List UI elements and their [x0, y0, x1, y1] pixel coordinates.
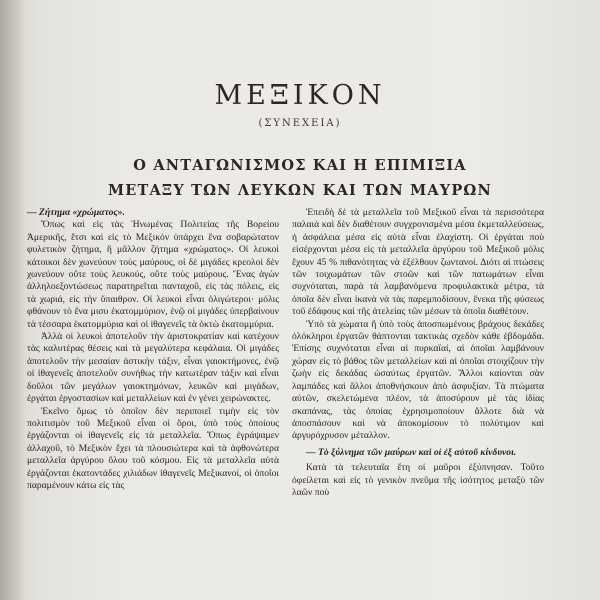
- left-paragraph-2: Ἀλλὰ οἱ λευκοὶ ἀποτελοῦν τὴν ἀριστοκρατίαν καὶ κατέχουν τὰς καλυτέρας θέσεις καὶ τὰ μεγαλύτερα κεφάλαια. Οἱ μιγάδες ἀποτελοῦν τὴν μεσαίαν ἀστικὴν τάξιν, εἶναι γαιοκτήμονες, ἐνῷ οἱ ἰθαγενεῖς ἀποτελοῦν συνήθως τὴν κατωτέραν τάξιν καὶ εἶναι δοῦλοι τῶν μεγάλων γαιοκτημόνων, λευκῶν καὶ μιγάδων, ἐργάται ἐργοστασίων καὶ μεταλλείων καὶ ἐν γένει χειρώνακτες.: [27, 331, 279, 405]
- right-column: [292, 207, 544, 499]
- section-heading-line-2: ΜΕΤΑΞΥ ΤΩΝ ΛΕΥΚΩΝ ΚΑΙ ΤΩΝ ΜΑΥΡΩΝ: [107, 182, 492, 199]
- page-title: ΜΕΞΙΚΟΝ: [214, 80, 386, 111]
- section-heading: [0, 153, 600, 203]
- left-column-lead: — Ζήτημα «χρώματος».: [27, 207, 125, 218]
- left-paragraph-3: Ἐκεῖνο ὅμως τὸ ὁποῖον δὲν περιποιεῖ τιμὴν εἰς τὸν πολιτισμὸν τοῦ Μεξικοῦ εἶναι οἱ ὅροι, ὑπὸ τοὺς ὁποίους ἐργάζονται οἱ ἰθαγενεῖς εἰς τὰ μεταλλεῖα. Ὅπως ἐγράψαμεν ἀλλαχοῦ, τὸ Μεξικὸν ἔχει τὰ πλουσιώτερα καὶ τὰ ἀφθονώτερα μεταλλεῖα ἀργύρου ὅλου τοῦ κόσμου. Εἰς τὰ μεταλλεῖα αὐτὰ ἐργάζονται ἑκατοντάδες χιλιάδων ἰθαγενεῖς Μεξικανοί, οἱ ὁποῖοι παραμένουν κάτω εἰς τὰς: [27, 405, 279, 491]
- page-subtitle: (ΣΥΝΕΧΕΙΑ): [258, 118, 342, 129]
- section-heading-line-1: Ο ΑΝΤΑΓΩΝΙΣΜΟΣ ΚΑΙ Η ΕΠΙΜΙΞΙΑ: [133, 157, 467, 174]
- left-paragraph-1: Ὅπως καὶ εἰς τὰς Ἡνωμένας Πολιτείας τῆς Βορείου Ἀμερικῆς, ἔτσι καὶ εἰς τὸ Μεξικὸν ὑπάρχει ἕνα σοβαρώτατον φυλετικὸν ζήτημα, ἢ μᾶλλον ζήτημα «χρώματος». Οἱ λευκοὶ κάτοικοι δὲν χωνεύουν τοὺς μαύρους, οἱ δὲ μιγάδες κρεολοὶ δὲν χωνεύουν οὔτε τοὺς λευκούς, οὔτε τοὺς μαύρους. Ἕνας ἀγὼν ἀλληλοεξοντώσεως παρατηρεῖται πανταχοῦ, εἰς τὰς πόλεις, εἰς τὰ χωριά, εἰς τὴν ὕπαιθρον. Οἱ λευκοὶ εἶναι ὀλιγώτεροι· μόλις φθάνουν τὸ ἕνα μισυ ἑκατομμύριον, ἐνῷ οἱ μιγάδες ὑπερβαίνουν τὰ τέσσαρα ἑκατομμύρια καὶ οἱ ἰθαγενεῖς τὰ ὀκτὼ ἑκατομμύρια.: [27, 219, 279, 330]
- right-paragraph-2: Ὑπὸ τὰ χώματα ἢ ὑπὸ τοὺς ἀποσπωμένους βράχους δεκάδες ὁλόκληροι ἐργατῶν θάπτονται τακτικὰς σχεδὸν κάθε ἑβδομάδα. Ἐπίσης συχνόταται εἶναι αἱ πυρκαϊαί, αἱ ὁποῖαι λαμβάνουν χώραν εἰς τὸ βάθος τῶν μεταλλείων καὶ αἱ ὁποῖαι στοιχίζουν τὴν ζωὴν εἰς δεκάδας ὡσαύτως ἐργατῶν. Ἄλλοι καίονται σὰν λαμπάδες καὶ ἄλλοι ἀποθνήσκουν ἀπὸ ἀσφυξίαν. Τὰ πτώματα αὐτῶν, σκελετώμενα πλέον, τὰ ἀποσύρουν μὲ τὰς ἰδίας σκαπάνας, τὰς ὁποίας ἐχρησιμοποίουν ἄλλοτε διὰ νὰ ἀποσπάσουν καὶ νὰ ἀποκομίσουν τὸ πολύτιμον καὶ ἀργυρόχρυσον μέταλλον.: [292, 318, 544, 442]
- right-paragraph-1: Ἐπειδὴ δὲ τὰ μεταλλεῖα τοῦ Μεξικοῦ εἶναι τὰ περισσότερα παλαιὰ καὶ δὲν διαθέτουν συγχρονισμένα μέσα ἐκμεταλλεύσεως, ἡ ἀσφάλεια μέσα εἰς αὐτὰ εἶναι ἐλαχίστη. Οἱ ἐργάται ποὺ εἰσέρχονται μέσα εἰς τὰ μεταλλεῖα ἀργύρου τοῦ Μεξικοῦ μόλις ἔχουν 45 % πιθανότητας νὰ ἐξέλθουν ζωντανοί. Διότι αἱ πτώσεις τῶν τοιχωμάτων τῶν στοῶν καὶ τῶν πατωμάτων εἶναι συχνόταται, παρὰ τὰ λαμβανόμενα προφυλακτικὰ μέτρα, τὰ ὁποῖα δὲν εἶναι ἱκανὰ νὰ τὰς παρεμποδίσουν, ἕνεκα τῆς φύσεως τοῦ ἐδάφους καὶ τῆς ἀτελείας τῶν μέσων τὰ ὁποῖα διαθέτουν.: [292, 207, 544, 318]
- right-paragraph-3: Κατὰ τὰ τελευταῖα ἔτη οἱ μαῦροι ἐξύπνησαν. Τοῦτο ὀφείλεται καὶ εἰς τὸ γενικὸν πνεῦμα τῆς ἰσότητος μεταξὺ τῶν λαῶν ποὺ: [292, 462, 544, 498]
- left-column: [27, 207, 279, 492]
- right-column-subheading: — Τὸ ξύλνημα τῶν μαύρων καὶ οἱ ἐξ αὐτοῦ κίνδυνοι.: [306, 446, 517, 458]
